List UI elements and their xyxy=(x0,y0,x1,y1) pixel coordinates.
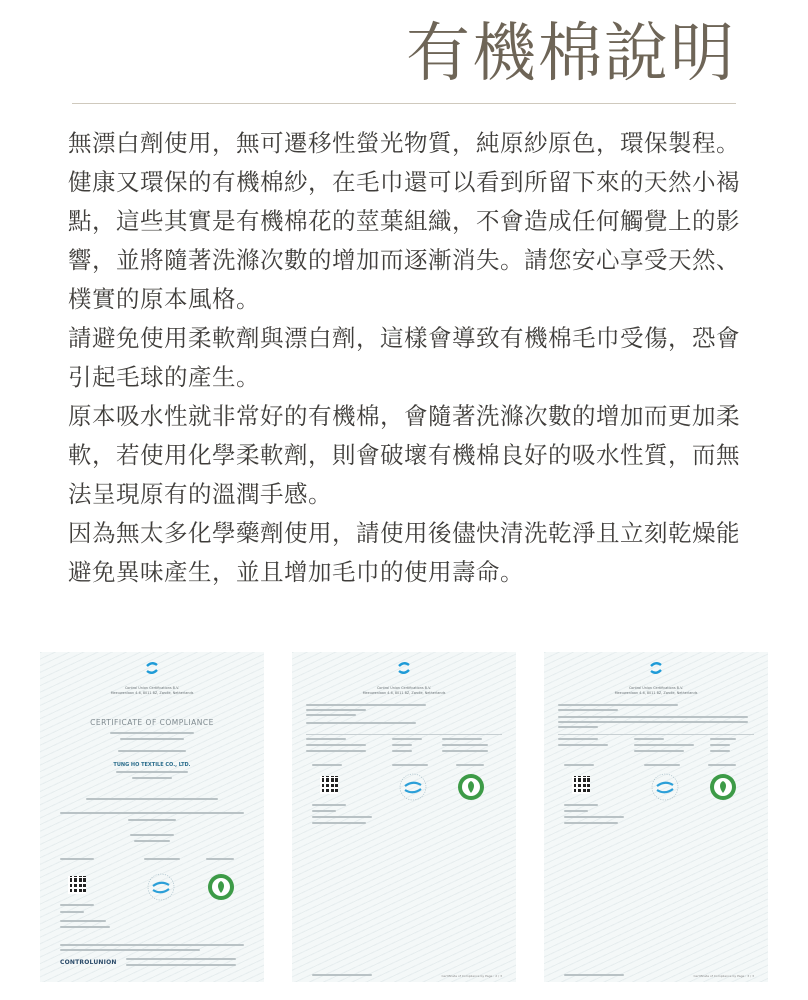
text-line xyxy=(710,744,730,746)
text-line xyxy=(392,764,428,766)
text-line xyxy=(710,750,730,752)
textile-exchange-badge-icon xyxy=(650,772,680,802)
certificate-page-3 xyxy=(544,652,768,982)
text-line xyxy=(60,911,84,913)
paragraph-4: 因為無太多化學藥劑使用，請使用後儘快清洗乾淨且立刻乾燥能避免異味產生，並且增加毛巾的使用壽命。 xyxy=(68,519,740,586)
textile-exchange-badge-icon xyxy=(398,772,428,802)
control-union-logo-icon xyxy=(648,660,664,676)
text-line xyxy=(564,822,618,824)
text-line xyxy=(634,750,684,752)
text-line xyxy=(86,798,218,800)
certificate-issuer: Control Union Certifications B.V. Meeuwenlaan 4-6, 8011 BZ, Zwolle, Netherlands xyxy=(614,686,698,695)
text-line xyxy=(126,964,236,966)
text-line xyxy=(118,750,186,752)
certificate-page-2 xyxy=(292,652,516,982)
text-line xyxy=(306,744,366,746)
text-line xyxy=(306,704,426,706)
text-line xyxy=(392,744,412,746)
gots-badge-icon xyxy=(208,874,234,900)
text-line xyxy=(312,974,372,976)
text-line xyxy=(558,716,748,718)
text-line xyxy=(564,764,594,766)
text-line xyxy=(564,804,598,806)
page-indicator: Certificate of Compliance by Page : 3 / 3 xyxy=(693,974,754,978)
title-divider xyxy=(72,103,736,104)
text-line xyxy=(132,777,172,779)
text-line xyxy=(634,744,694,746)
text-line xyxy=(634,738,664,740)
qr-code-icon xyxy=(68,876,86,894)
text-line xyxy=(306,722,416,724)
text-line xyxy=(558,744,608,746)
text-line xyxy=(564,974,624,976)
text-line xyxy=(558,738,598,740)
paragraph-3: 原本吸水性就非常好的有機棉，會隨著洗滌次數的增加而更加柔軟，若使用化學柔軟劑，則會破壞有機棉良好的吸水性質，而無法呈現原有的溫潤手感。 xyxy=(68,402,740,508)
text-line xyxy=(60,944,244,946)
text-line xyxy=(60,904,94,906)
text-line xyxy=(126,958,236,960)
certificate-page-1 xyxy=(40,652,264,982)
text-line xyxy=(558,709,618,711)
table-rule xyxy=(558,734,754,735)
text-line xyxy=(442,744,488,746)
text-line xyxy=(116,771,188,773)
certificate-issuer: Control Union Certifications B.V. Meeuwenlaan 4-6, 8011 BZ, Zwolle, Netherlands xyxy=(362,686,446,695)
text-line xyxy=(206,858,234,860)
certificate-company: TUNG HO TEXTILE CO., LTD. xyxy=(113,762,191,768)
text-line xyxy=(312,822,366,824)
text-line xyxy=(392,738,422,740)
text-line xyxy=(306,709,366,711)
textile-exchange-badge-icon xyxy=(146,872,176,902)
page-indicator: Certificate of Compliance by Page : 2 / 3 xyxy=(441,974,502,978)
text-line xyxy=(120,738,184,740)
text-line xyxy=(564,816,624,818)
qr-code-icon xyxy=(320,776,338,794)
text-line xyxy=(708,764,736,766)
certificate-gallery xyxy=(40,652,768,982)
control-union-wordmark: CONTROLUNION xyxy=(60,959,117,966)
description-body xyxy=(68,124,746,592)
text-line xyxy=(60,949,200,951)
certificate-heading: CERTIFICATE OF COMPLIANCE xyxy=(90,718,214,727)
text-line xyxy=(564,810,588,812)
text-line xyxy=(558,726,598,728)
text-line xyxy=(144,858,180,860)
certificate-issuer: Control Union Certifications B.V. Meeuwenlaan 4-6, 8011 BZ, Zwolle, Netherlands xyxy=(110,686,194,695)
text-line xyxy=(312,816,372,818)
text-line xyxy=(306,738,346,740)
text-line xyxy=(456,764,484,766)
text-line xyxy=(644,764,680,766)
paragraph-1: 無漂白劑使用，無可遷移性螢光物質，純原紗原色，環保製程。健康又環保的有機棉紗，在毛巾還可以看到所留下來的天然小褐點，這些其實是有機棉花的莖葉組織，不會造成任何觸覺上的影響，並將隨著洗滌次數的增加而逐漸消失。請您安心享受天然、樸實的原本風格。 xyxy=(68,129,740,313)
table-rule xyxy=(306,734,502,735)
text-line xyxy=(306,714,356,716)
text-line xyxy=(306,750,366,752)
text-line xyxy=(130,834,174,836)
qr-code-icon xyxy=(572,776,590,794)
text-line xyxy=(110,732,194,734)
paragraph-2: 請避免使用柔軟劑與漂白劑，這樣會導致有機棉毛巾受傷，恐會引起毛球的產生。 xyxy=(68,324,740,391)
gots-badge-icon xyxy=(710,774,736,800)
text-line xyxy=(312,810,336,812)
text-line xyxy=(60,920,106,922)
gots-badge-icon xyxy=(458,774,484,800)
text-line xyxy=(558,721,748,723)
text-line xyxy=(442,750,488,752)
text-line xyxy=(60,926,110,928)
text-line xyxy=(60,858,94,860)
text-line xyxy=(392,750,412,752)
text-line xyxy=(442,738,482,740)
text-line xyxy=(558,704,678,706)
control-union-logo-icon xyxy=(144,660,160,676)
text-line xyxy=(128,819,176,821)
text-line xyxy=(710,738,736,740)
text-line xyxy=(134,840,170,842)
control-union-logo-icon xyxy=(396,660,412,676)
text-line xyxy=(60,812,244,814)
text-line xyxy=(312,764,342,766)
text-line xyxy=(312,804,346,806)
page-title: 有機棉說明 xyxy=(406,17,736,91)
